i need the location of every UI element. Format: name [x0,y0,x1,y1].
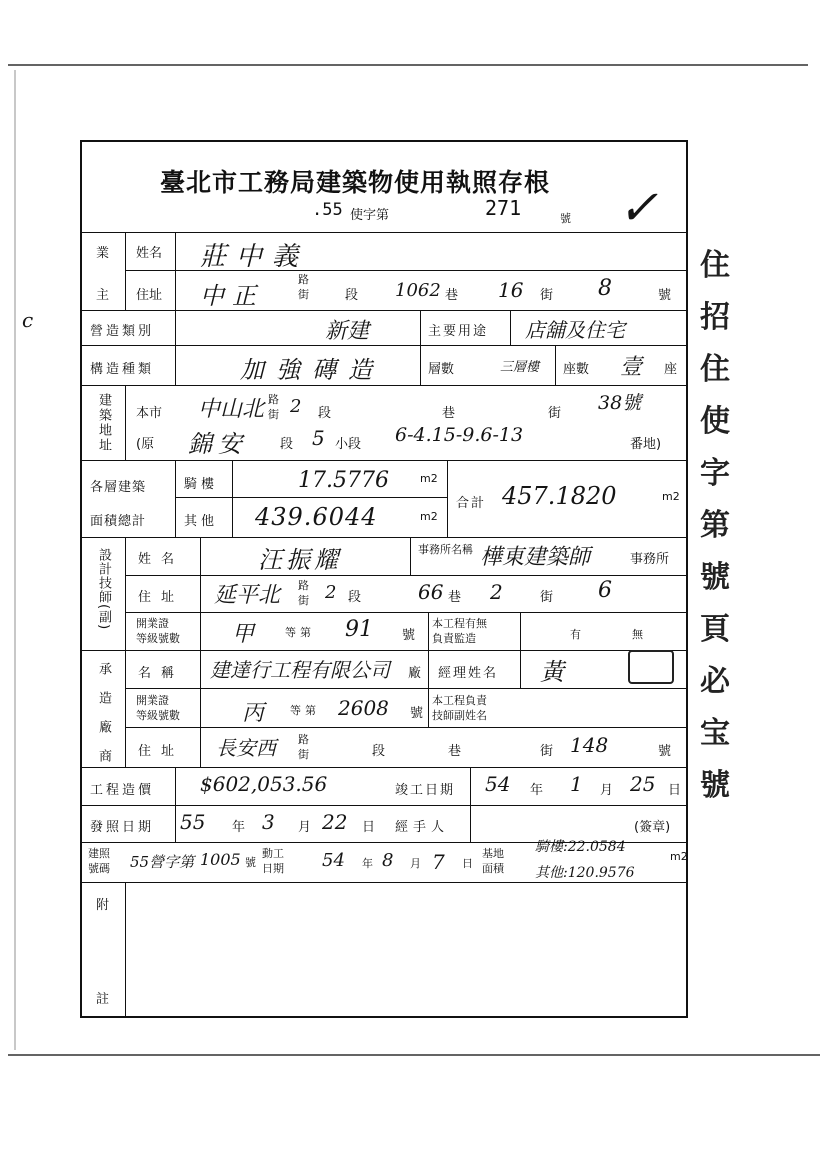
owner-section-ye: 業 [96,246,110,261]
designer-addr-jie: 街 [540,590,554,605]
contractor-cert-grade: 丙 [242,701,265,726]
contractor-addr-lu: 路 街 [298,733,309,761]
base-arcade: 騎樓:22.0584 [535,839,626,855]
designer-office-label: 事務所名稱 [418,543,473,556]
structure-type-value: 加強磚造 [240,356,384,384]
owner-addr-duan: 段 [345,288,359,303]
total-area: 457.1820 [502,482,617,510]
rule-v [125,537,126,767]
rule-v [510,310,511,345]
build-permit-no: 1005 [200,850,241,869]
completion-year: 54 [485,772,511,796]
designer-cert-label: 開業證 等級號數 [136,617,180,645]
start-ri: 日 [462,857,473,870]
completion-month: 1 [570,772,583,796]
site-city: 本市 [136,406,163,421]
start-nian: 年 [362,857,373,870]
designer-resp-label: 本工程有無 負責監造 [432,617,487,645]
designer-addr-lu: 路 街 [298,579,309,607]
contractor-addr-street: 長安西 [216,736,276,760]
site-duan2-no: 5 [312,426,325,450]
buildings-zuo: 座 [664,362,678,377]
rule [125,612,688,613]
cost-value: $602,053.56 [200,772,328,796]
rule [80,537,688,538]
arcade-area: 17.5776 [298,468,389,493]
completion-day: 25 [630,772,656,796]
rule-v [125,385,126,460]
contractor-manager-label: 經理姓名 [438,666,499,681]
site-duan: 段 [318,406,332,421]
site-yuan: (原 [136,437,155,452]
side-stamp-char: 住 [700,248,730,283]
designer-resp-you: 有 [570,628,581,641]
designer-addr-label: 住址 [138,590,185,605]
rule-v [420,310,421,385]
owner-addr-lu: 路 街 [298,273,309,301]
issue-year: 55 [180,810,206,834]
site-fanhao: 番地) [630,437,662,452]
side-stamp-char: 第 [700,508,730,543]
site-xiaoduan: 小段 [335,437,362,452]
total-unit: m2 [662,490,680,503]
site-section-label: 建築地址 [96,393,111,453]
rule [125,688,688,689]
arcade-label: 騎樓 [184,477,219,492]
completion-yue: 月 [600,783,614,798]
construction-type-label: 營造類別 [90,324,155,339]
side-stamp-char: 住 [700,352,730,387]
main-use-value: 店舖及住宅 [525,318,625,342]
rule [80,882,688,883]
owner-addr-no: 8 [598,276,612,301]
rule-v [232,460,233,537]
remarks-fu: 附 [96,898,110,913]
site-duan2: 段 [280,437,294,452]
rule [80,650,688,651]
other-area: 439.6044 [255,503,378,531]
contractor-cert-hao: 號 [410,706,424,721]
permit-word: 使字第 [350,208,390,223]
contractor-tech-label: 本工程負責 技師副姓名 [432,694,487,722]
total-label: 合計 [456,496,487,511]
owner-addr-hao: 號 [658,288,672,303]
structure-type-label: 構造種類 [90,362,155,377]
designer-addr-duan-no: 2 [325,582,337,603]
designer-office: 樺東建築師 [480,545,591,570]
site-district: 錦安 [188,430,248,458]
rule [125,727,688,728]
buildings-value: 壹 [620,355,643,380]
side-stamp-char: 號 [700,560,730,595]
rule-v [175,767,176,805]
permit-form-frame [80,140,688,1018]
cost-label: 工程造價 [90,783,155,798]
rule [80,767,688,768]
owner-section-zhu: 主 [96,288,110,303]
rule-v [175,805,176,842]
contractor-addr-xiang: 巷 [448,744,462,759]
owner-addr-xiang: 巷 [445,288,459,303]
floors-label: 層數 [428,362,455,377]
site-xiang: 巷 [442,406,456,421]
designer-cert-hao: 號 [402,628,416,643]
rule-v [125,882,126,1018]
completion-date-label: 竣工日期 [395,783,456,798]
area-label-2: 面積總計 [90,514,147,529]
rule-v [520,650,521,688]
side-stamp-char: 宝 [700,716,730,751]
owner-addr-jie: 街 [540,288,554,303]
rule [175,497,447,498]
other-label: 其他 [184,514,219,529]
side-stamp-char: 招 [700,300,730,335]
site-road: 中山北 [198,397,265,422]
rule-v [470,805,471,842]
start-yue: 月 [410,857,421,870]
rule [80,460,688,461]
rule [80,385,688,386]
start-day: 7 [432,850,445,874]
rule [125,575,688,576]
contractor-cert-word: 等第 [290,704,320,717]
contractor-addr-duan: 段 [372,744,386,759]
floors-value: 三層樓 [500,360,540,375]
designer-cert-no: 91 [345,617,373,642]
scan-edge-top [8,64,808,66]
base-area-unit: m2 [670,850,688,863]
scan-edge-left [14,70,16,1050]
right-side-stamp [700,240,730,812]
owner-addr-label: 住址 [136,288,163,303]
owner-addr-alley: 16 [498,278,524,302]
site-no: 38號 [598,392,642,414]
start-date-label: 動工 日期 [262,847,284,875]
side-stamp-char: 字 [700,456,730,491]
arcade-unit: m2 [420,472,438,485]
left-margin-mark: c [22,308,34,332]
check-mark: ✓ [618,180,659,236]
designer-section-label: 設計技師(副) [96,548,111,631]
designer-addr-alley: 2 [490,580,503,604]
completion-nian: 年 [530,783,544,798]
permit-hao: 號 [560,212,571,225]
issue-date-label: 發照日期 [90,820,155,835]
side-stamp-char: 使 [700,404,730,439]
designer-addr-xiang: 巷 [448,590,462,605]
build-permit-label: 建照 號碼 [88,847,110,875]
site-duan-no: 2 [290,396,302,417]
site-lu: 路 街 [268,393,279,421]
rule [80,805,688,806]
designer-cert-word: 等第 [285,626,315,639]
side-stamp-char: 號 [700,768,730,803]
rule-v [428,612,429,727]
rule-v [520,612,521,650]
owner-name-label: 姓名 [136,246,163,261]
start-year: 54 [322,850,345,871]
rule-v [175,232,176,310]
issue-yue: 月 [298,820,312,835]
sign-label: (簽章) [634,820,671,835]
site-jie: 街 [548,406,562,421]
form-title: 臺北市工務局建築物使用執照存根 [160,168,551,197]
designer-name-label: 姓名 [138,552,185,567]
contractor-cert-label: 開業證 等級號數 [136,694,180,722]
main-use-label: 主要用途 [428,324,489,339]
start-month: 8 [382,850,394,871]
designer-addr-no: 6 [598,578,612,603]
rule-v [410,537,411,575]
rule-v [200,537,201,767]
issue-nian: 年 [232,820,246,835]
rule [80,345,688,346]
permit-number: 271 [485,196,522,220]
side-stamp-char: 必 [700,664,730,699]
area-label-1: 各層建築 [90,480,147,495]
contractor-addr-hao: 號 [658,744,672,759]
rule-v [125,232,126,310]
contractor-section-label: 承造廠商 [96,662,111,778]
contractor-seal-stamp [628,650,674,684]
scan-edge-bottom [8,1054,820,1056]
issue-ri: 日 [362,820,376,835]
rule [80,232,688,233]
owner-addr-street: 中正 [200,282,264,310]
base-other: 其他:120.9576 [535,865,635,881]
designer-office-suffix: 事務所 [630,552,670,567]
rule [80,310,688,311]
remarks-zhu: 註 [96,992,110,1007]
build-permit-word: 55營字第 [130,853,195,871]
rule-v [447,460,448,537]
other-unit: m2 [420,510,438,523]
designer-addr-duan: 段 [348,590,362,605]
rule-v [175,460,176,537]
rule-v [175,310,176,385]
contractor-manager: 黃 [540,658,564,686]
side-stamp-char: 頁 [700,612,730,647]
designer-name: 汪振耀 [258,546,342,574]
owner-name: 莊中義 [200,242,309,272]
contractor-name-label: 名稱 [138,666,185,681]
designer-addr-street: 延平北 [214,583,281,608]
handler-label: 經手人 [395,820,450,835]
site-lots: 6-4.15-9.6-13 [395,424,524,446]
contractor-addr-label: 住址 [138,744,185,759]
base-area-label: 基地 面積 [482,847,504,875]
designer-cert-grade: 甲 [232,622,255,647]
issue-day: 22 [322,810,348,834]
designer-resp-wu: 無 [632,628,643,641]
construction-type-value: 新建 [325,319,370,344]
buildings-label: 座數 [563,362,590,377]
rule-v [555,345,556,385]
owner-addr-lane: 1062 [395,280,441,301]
permit-year: .55 [312,200,343,220]
build-permit-hao: 號 [245,856,256,869]
contractor-cert-no: 2608 [338,696,389,720]
contractor-name: 建達行工程有限公司 [210,658,390,682]
contractor-chang: 廠 [408,666,422,681]
completion-ri: 日 [668,783,682,798]
designer-addr-lane: 66 [418,580,444,604]
rule-v [470,767,471,805]
contractor-addr-no: 148 [570,733,609,757]
issue-month: 3 [262,810,275,834]
contractor-addr-jie: 街 [540,744,554,759]
